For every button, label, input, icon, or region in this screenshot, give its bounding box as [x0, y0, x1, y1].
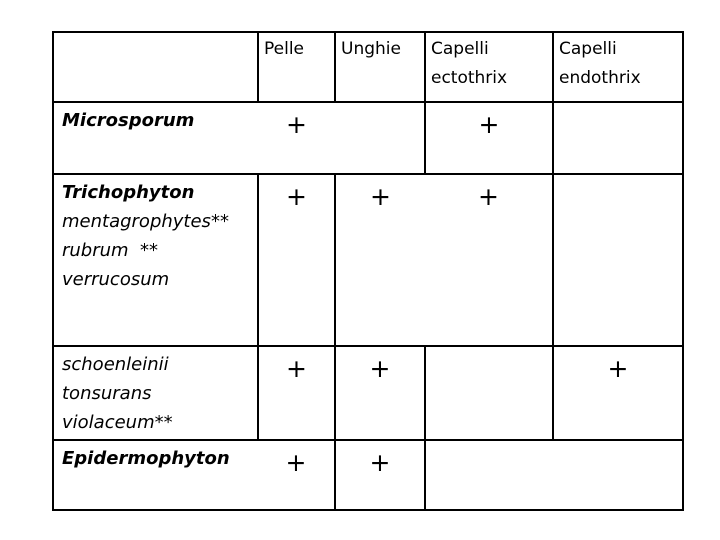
row-label: Epidermophyton — [53, 440, 258, 510]
row-label: Microsporum — [53, 102, 258, 174]
table-row — [53, 102, 683, 174]
row-label: Trichophyton mentagrophytes** rubrum ** verrucosum — [53, 174, 258, 346]
plus-mark — [335, 103, 424, 111]
plus-mark: + — [286, 182, 307, 211]
plus-mark: + — [369, 448, 391, 477]
table-row — [53, 174, 683, 346]
plus-mark: + — [369, 354, 391, 383]
header-unghie: Unghie — [335, 32, 425, 102]
plus-mark — [554, 175, 682, 183]
plus-mark: + — [286, 354, 307, 383]
dermatophyte-table — [52, 31, 684, 511]
plus-mark — [426, 347, 552, 355]
plus-mark: + — [607, 354, 629, 383]
plus-mark: + — [478, 182, 499, 211]
header-capelli-endothrix: Capelli endothrix — [553, 32, 683, 102]
header-pelle: Pelle — [258, 32, 335, 102]
table-row — [53, 440, 683, 510]
corner-cell — [53, 32, 258, 102]
table-row — [53, 346, 683, 440]
header-capelli-ectothrix: Capelli ectothrix — [425, 32, 553, 102]
plus-mark: + — [370, 182, 391, 211]
plus-mark: + — [286, 110, 307, 139]
header-row — [53, 32, 683, 102]
plus-mark — [554, 103, 682, 111]
plus-mark — [426, 441, 553, 449]
plus-mark — [553, 441, 682, 449]
row-label: schoenleinii tonsurans violaceum** — [53, 346, 258, 440]
plus-mark: + — [478, 110, 500, 139]
plus-mark: + — [285, 448, 307, 477]
